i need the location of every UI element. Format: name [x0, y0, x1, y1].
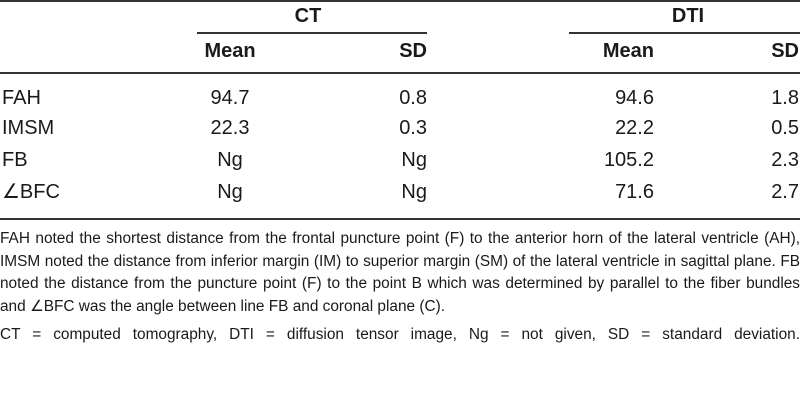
header-bottom-rule: [0, 72, 800, 74]
group-header-dti: DTI: [671, 5, 705, 27]
group-header-ct: CT: [294, 5, 322, 27]
footnote-description: FAH noted the shortest distance from the frontal puncture point (F) to the anterior horn of the lateral ventricle (AH), IMSM noted the distance from inferior margin (IM) to superior margin (SM) of the lateral ventricle in sagittal plane. FB noted the distance from the puncture point (F) to the point B which was determined by parallel to the fiber bundles and ∠BFC was the angle between line FB and coronal plane (C).: [0, 230, 800, 315]
table-bottom-rule: [0, 218, 800, 220]
cell-fah-ct-mean: 94.7: [210, 87, 250, 109]
col-header-dti-sd: SD: [771, 40, 799, 62]
row-label-bfc: ∠BFC: [2, 181, 60, 203]
cell-imsm-ct-sd: 0.3: [399, 117, 427, 139]
row-label-fah: FAH: [2, 87, 41, 109]
cell-bfc-dti-sd: 2.7: [771, 181, 799, 203]
cell-bfc-ct-mean: Ng: [217, 181, 243, 203]
cell-bfc-ct-sd: Ng: [401, 181, 427, 203]
dti-group-rule: [569, 32, 800, 34]
cell-fb-ct-sd: Ng: [401, 149, 427, 171]
ct-group-rule: [197, 32, 427, 34]
col-header-ct-mean: Mean: [204, 40, 256, 62]
row-label-imsm: IMSM: [2, 117, 55, 139]
cell-fah-dti-mean: 94.6: [615, 87, 654, 109]
row-label-fb: FB: [2, 149, 28, 171]
cell-imsm-dti-mean: 22.2: [615, 117, 654, 139]
cell-imsm-dti-sd: 0.5: [771, 117, 799, 139]
col-header-dti-mean: Mean: [602, 40, 654, 62]
cell-fb-ct-mean: Ng: [217, 149, 243, 171]
table-footnotes: [0, 228, 800, 347]
cell-bfc-dti-mean: 71.6: [615, 181, 654, 203]
cell-fah-dti-sd: 1.8: [771, 87, 799, 109]
cell-fb-dti-sd: 2.3: [771, 149, 799, 171]
cell-fah-ct-sd: 0.8: [399, 87, 427, 109]
footnote-abbreviations: CT = computed tomography, DTI = diffusion tensor image, Ng = not given, SD = standard deviation.: [0, 326, 800, 343]
col-header-ct-sd: SD: [399, 40, 427, 62]
cell-imsm-ct-mean: 22.3: [210, 117, 250, 139]
cell-fb-dti-mean: 105.2: [603, 149, 654, 171]
table-top-rule: [0, 0, 800, 2]
